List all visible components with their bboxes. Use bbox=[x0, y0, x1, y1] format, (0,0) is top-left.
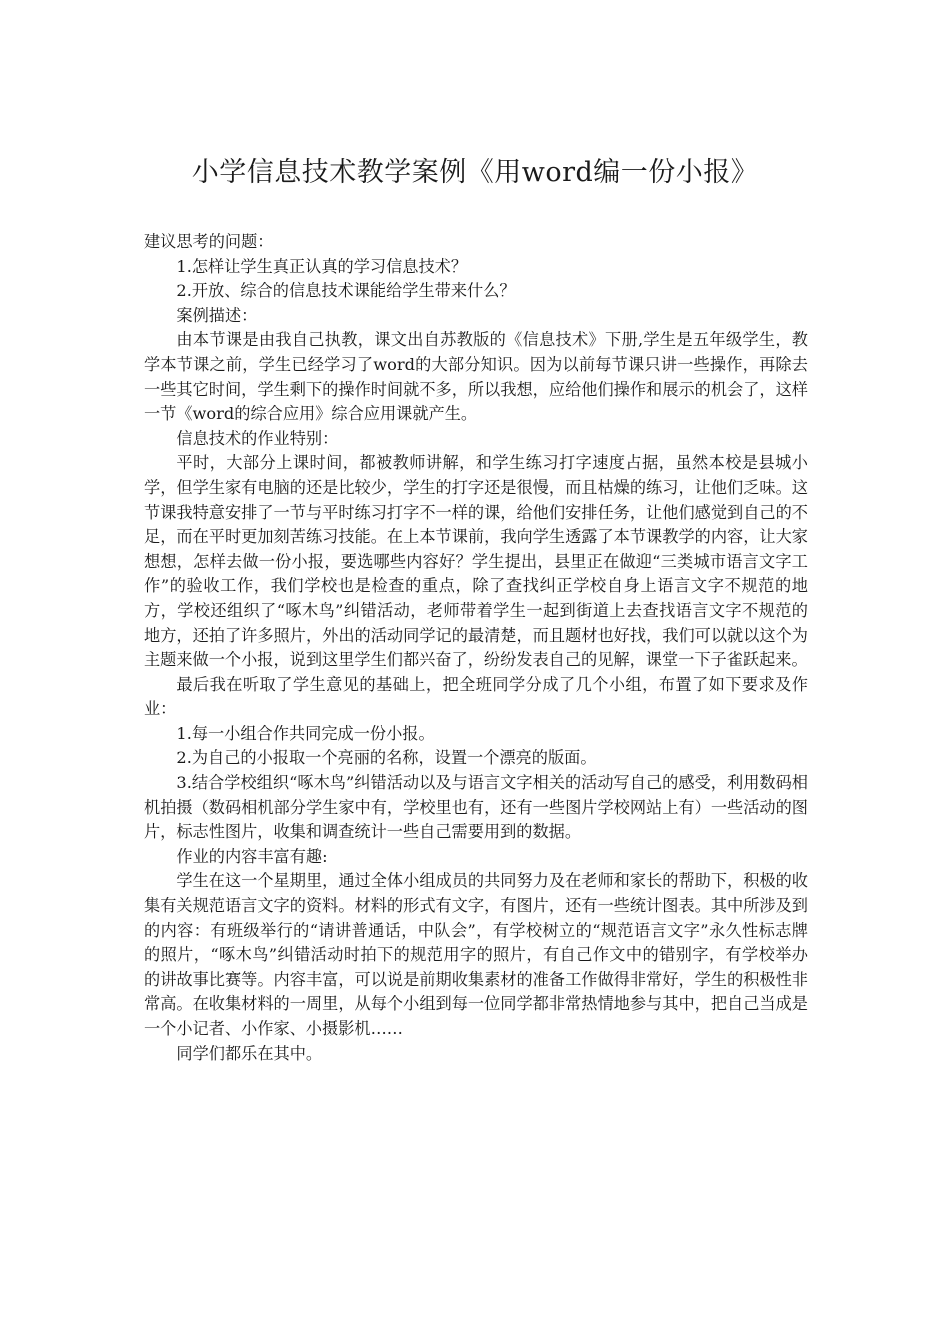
paragraph: 信息技术的作业特别： bbox=[176, 428, 339, 448]
document-body bbox=[144, 230, 808, 1066]
paragraph: 同学们都乐在其中。 bbox=[176, 1043, 323, 1063]
document-title: 小学信息技术教学案例《用word编一份小报》 bbox=[191, 157, 759, 188]
paragraph: 学生在这一个星期里，通过全体小组成员的共同努力及在老师和家长的帮助下，积极的收集有关规范语言文字的资料。材料的形式有文字，有图片，还有一些统计图表。其中所涉及到的内容：有班级举行的“请讲普通话，中队会”，有学校树立的“规范语言文字”永久性标志牌的照片，“啄木鸟”纠错活动时拍下的规范用字的照片，有自己作文中的错别字，有学校举办的讲故事比赛等。内容丰富，可以说是前期收集素材的准备工作做得非常好，学生的积极性非常高。在收集材料的一周里，从每个小组到每一位同学都非常热情地参与其中，把自己当成是一个小记者、小作家、小摄影机…… bbox=[144, 871, 808, 1038]
paragraph: 1.每一小组合作共同完成一份小报。 bbox=[176, 723, 435, 743]
paragraph: 由本节课是由我自己执教，课文出自苏教版的《信息技术》下册,学生是五年级学生，教学本节课之前，学生已经学习了word的大部分知识。因为以前每节课只讲一些操作，再除去一些其它时间，学生剩下的操作时间就不多，所以我想，应给他们操作和展示的机会了，这样一节《word的综合应用》综合应用课就产生。 bbox=[144, 330, 808, 424]
paragraph: 作业的内容丰富有趣: bbox=[176, 846, 328, 866]
paragraph: 建议思考的问题： bbox=[144, 232, 274, 251]
paragraph: 平时，大部分上课时间，都被教师讲解，和学生练习打字速度占据，虽然本校是县城小学，但学生家有电脑的还是比较少，学生的打字还是很慢，而且枯燥的练习，让他们乏味。这节课我特意安排了一节与平时练习打字不一样的课，给他们安排任务，让他们感觉到自己的不足，而在平时更加刻苦练习技能。在上本节课前，我向学生透露了本节课教学的内容，让大家想想，怎样去做一份小报，要选哪些内容好？学生提出，县里正在做迎“三类城市语言文字工作”的验收工作，我们学校也是检查的重点，除了查找纠正学校自身上语言文字不规范的地方，学校还组织了“啄木鸟”纠错活动，老师带着学生一起到街道上去查找语言文字不规范的地方，还拍了许多照片，外出的活动同学记的最清楚，而且题材也好找，我们可以就以这个为主题来做一个小报，说到这里学生们都兴奋了，纷纷发表自己的见解，课堂一下子雀跃起来。 bbox=[144, 453, 808, 670]
paragraph: 1.怎样让学生真正认真的学习信息技术？ bbox=[176, 256, 468, 276]
paragraph: 3.结合学校组织“啄木鸟”纠错活动以及与语言文字相关的活动写自己的感受，利用数码相机拍摄（数码相机部分学生家中有，学校里也有，还有一些图片学校网站上有）一些活动的图片，标志性图片，收集和调查统计一些自己需要用到的数据。 bbox=[144, 773, 808, 842]
paragraph: 案例描述： bbox=[176, 305, 258, 325]
paragraph: 2.为自己的小报取一个亮丽的名称，设置一个漂亮的版面。 bbox=[176, 748, 597, 768]
paragraph: 2.开放、综合的信息技术课能给学生带来什么？ bbox=[176, 281, 516, 301]
paragraph: 最后我在听取了学生意见的基础上，把全班同学分成了几个小组，布置了如下要求及作业： bbox=[144, 674, 808, 719]
